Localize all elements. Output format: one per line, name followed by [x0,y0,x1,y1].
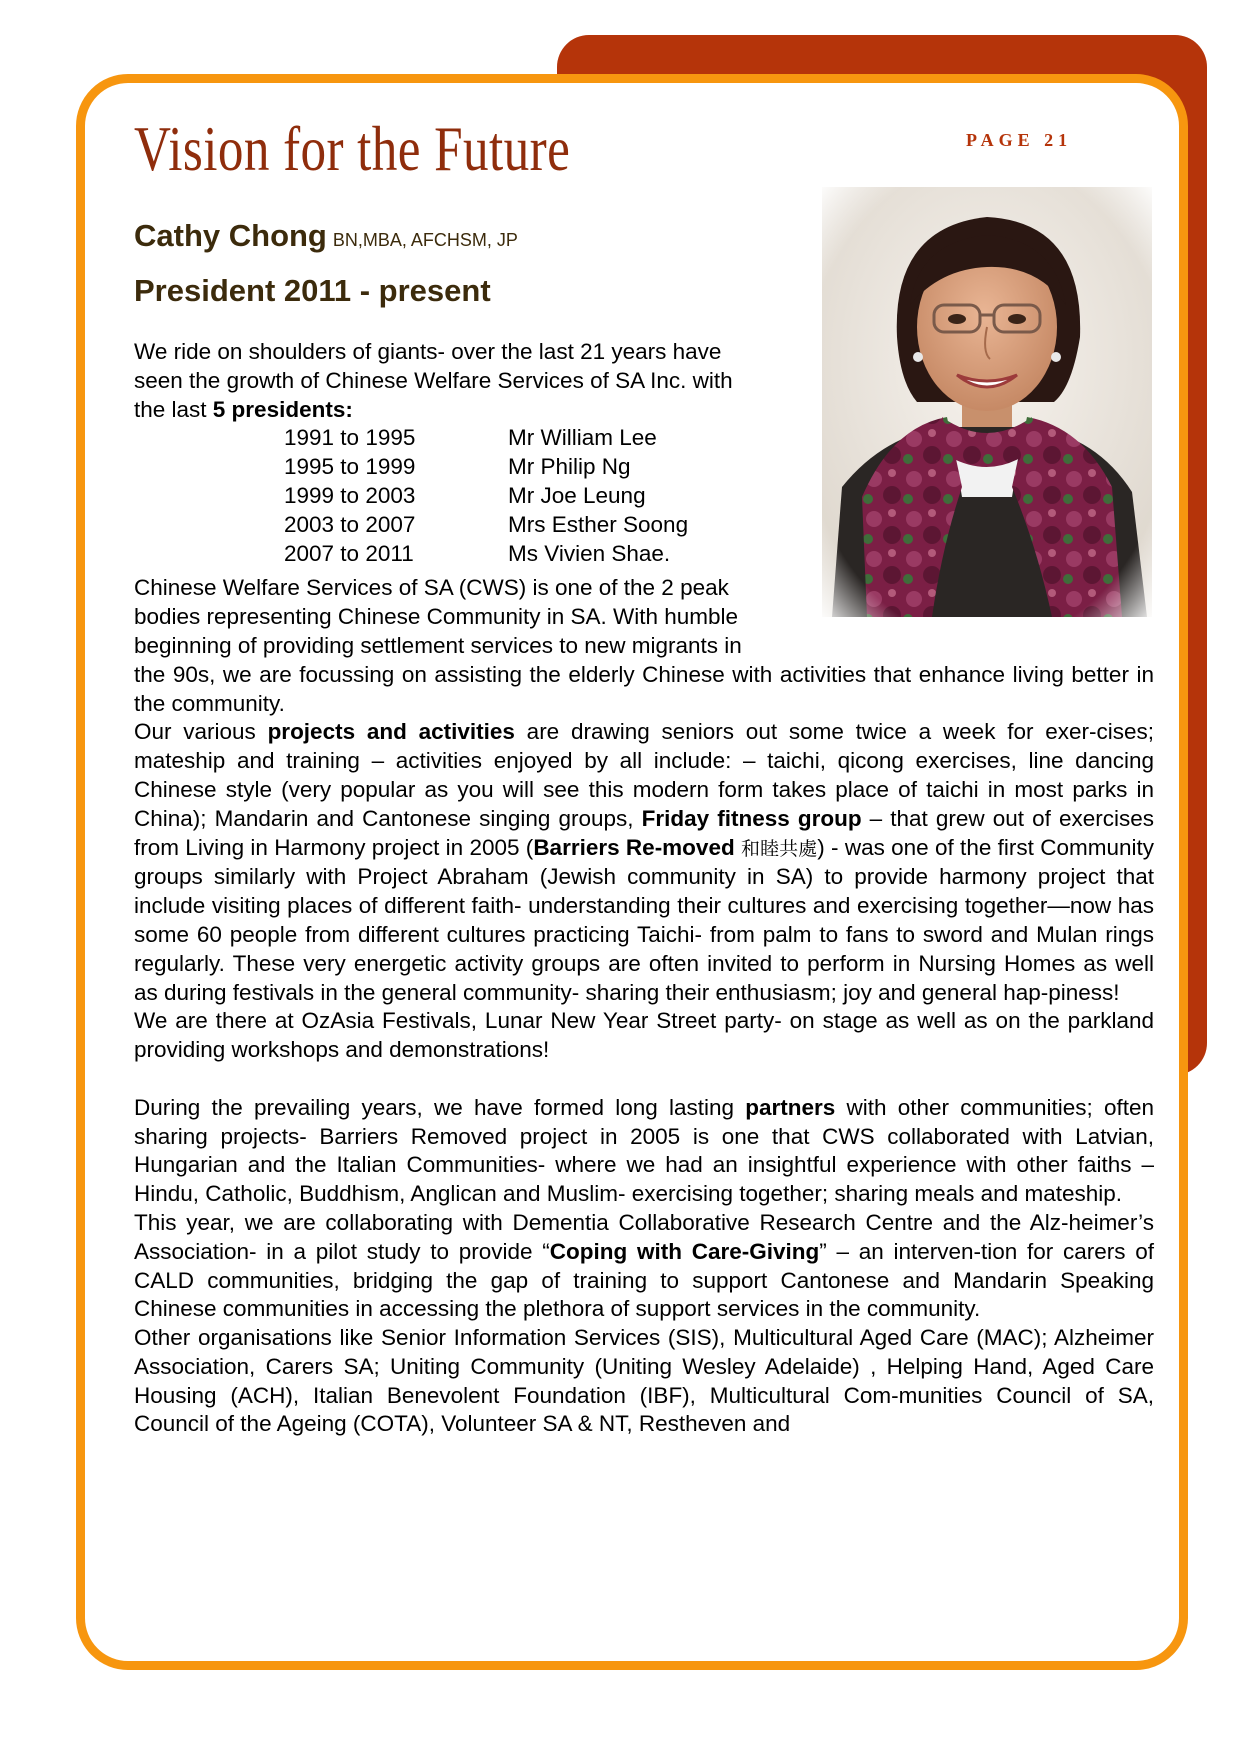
paragraph-spacer [134,1065,1154,1094]
ozasia-paragraph: We are there at OzAsia Festivals, Lunar New Year Street party- on stage as well as on the parkland providing workshops and demonstrations! [134,1008,1154,1063]
author-credentials: BN,MBA, AFCHSM, JP [332,230,518,250]
cws-paragraph [134,574,1154,718]
presidents-table [284,424,688,568]
cws-line: beginning of providing settlement services to new migrants in [134,632,742,658]
intro-line: We ride on shoulders of giants- over the last 21 years have [134,339,722,364]
intro-line: seen the growth of Chinese Welfare Services of SA Inc. with [134,367,733,393]
organisations-paragraph: Other organisations like Senior Information Services (SIS), Multicultural Aged Care (MAC); Alzheimer Association, Carers SA; Uniting Community (Uniting Wesley Adelaide) , Helping Hand, Aged Care Housing (ACH), Italian Benevolent Foundation (IBF), Multicultural Com-munities Council of SA, Council of the Ageing (COTA), Volunteer SA & NT, Restheven and [134,1325,1154,1437]
page-title: Vision for the Future [134,113,571,184]
cws-line: bodies representing Chinese Community in SA. With humble [134,604,739,630]
intro-bold: 5 presidents: [212,396,353,422]
table-row: 2003 to 2007 Mrs Esther Soong [284,511,689,537]
partners-paragraph: During the prevailing years, we have formed long lasting partners with other communities; often sharing projects- Barriers Removed project in 2005 is one that CWS collaborated with Latvian, Hungarian and the Italian Communities- where we had an insightful experience with other faiths – Hindu, Catholic, Buddhism, Anglican and Muslim- exercising together; sharing meals and mateship. [134,1094,1154,1207]
intro-paragraph [134,338,1154,424]
intro-line: the last 5 presidents: [134,396,353,422]
author-role: President 2011 - present [134,273,491,308]
author-name: Cathy Chong [134,218,327,253]
table-row: 1991 to 1995 Mr William Lee [284,425,657,451]
table-row: 1995 to 1999 Mr Philip Ng [284,454,631,480]
article-body [134,338,1154,1439]
dementia-paragraph: This year, we are collaborating with Dementia Collaborative Research Centre and the Alz-heimer’s Association- in a pilot study to provide “Coping with Care-Giving” – an interven-tion for carers of CALD communities, bridging the gap of training to support Cantonese and Mandarin Speaking Chinese communities in accessing the plethora of support services in the community. [134,1209,1155,1322]
cjk-text: 和睦共處 [741,837,818,860]
table-row: 1999 to 2003 Mr Joe Leung [284,482,646,508]
cws-rest: the 90s, we are focussing on assisting the elderly Chinese with activities that enhance living better in the community. [134,661,1154,716]
table-row: 2007 to 2011 Ms Vivien Shae. [284,540,671,566]
cws-line: Chinese Welfare Services of SA (CWS) is one of the 2 peak [134,575,729,601]
page-number: PAGE 21 [966,130,1073,150]
author-line [134,218,518,254]
projects-paragraph: Our various projects and activities are drawing seniors out some twice a week for exer-cises; mateship and training – activities enjoyed by all include: – taichi, qicong exercises, line dancing Chinese style (very popular as you will see this modern form takes place of taichi in most parks in China); Mandarin and Cantonese singing groups, Friday fitness group – that grew out of exercises from Living in Harmony project in 2005 (Barriers Re-moved 和睦共處) - was one of the first Community groups similarly with Project Abraham (Jewish community in SA) to provide harmony project that include visiting places of different faith- understanding their cultures and exercising together—now has some 60 people from different cultures practicing Taichi- from palm to fans to sword and Mulan rings regularly. These very energetic activity groups are often invited to perform in Nursing Homes as well as during festivals in the general community- sharing their enthusiasm; joy and general hap-piness! [134,719,1155,1005]
